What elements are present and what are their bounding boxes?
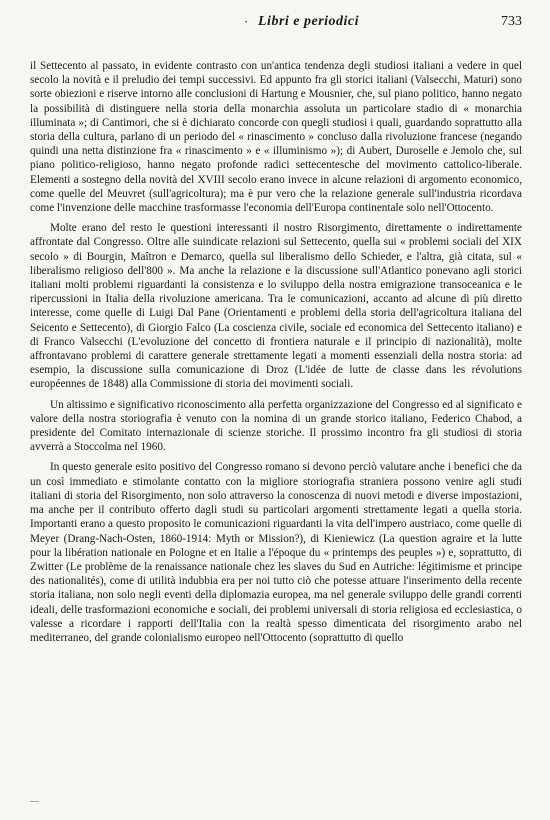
running-head xyxy=(30,14,522,34)
page-number: 733 xyxy=(501,14,522,29)
header-mark: · xyxy=(244,14,249,29)
section-title: Libri e periodici xyxy=(258,14,360,29)
paragraph: In questo generale esito positivo del Congresso romano si devono perciò valutare anche i benefici che da un così immediato e stimolante contatto con la migliore storiografia straniera possono venire agli studi italiani di storia del Risorgimento, non solo attraverso la conoscenza di nuovi metodi e diverse impostazioni, ma anche per il contributo offerto dagli studi su particolari argomenti strettamente legati a quella storia. Importanti erano a questo proposito le comunicazioni riguardanti la vita dell'impero austriaco, come quelle di Meyer (Drang-Nach-Osten, 1860-1914: Myth or Mission?), di Kieniewicz (La question agraire et la lutte pour la libération nationale en Pologne et en Italie a l'époque du « printemps des peuples ») e, soprattutto, di Zwitter (Le problème de la renaissance nationale chez les slaves du Sud en Autriche: légitimisme et principe des nationalités), come di utilità indubbia era per noi tutto ciò che potesse attuare l'inserimento della recente storia italiana, non solo negli eventi della diplomazia europea, ma nel generale sviluppo delle grandi correnti ideali, delle trasformazioni economiche e sociali, dei problemi universali di storia religiosa ed ecclesiastica, o valesse a ricordare i rapporti dell'Italia con la realtà spesso dimenticata del risorgimento arabo nel mediterraneo, del grande colonialismo europeo nell'Ottocento (soprattutto di quello xyxy=(30,461,522,644)
paragraph: Un altissimo e significativo riconoscimento alla perfetta organizzazione del Congresso ed al significato e valore della nostra storiografia è venuto con la nomina di un grande storico italiano, Federico Chabod, a presidente del Comitato internazionale di scienze storiche. Il prossimo incontro fra gli studiosi di storia avverrà a Stoccolma nel 1960. xyxy=(30,398,522,454)
paragraph: Molte erano del resto le questioni interessanti il nostro Risorgimento, direttamente o indirettamente affrontate dal Congresso. Oltre alle suindicate relazioni sul Settecento, quella sui « problemi sociali del XIX secolo » di Bourgin, Maîtron e Demarco, quella sul liberalismo dello Schieder, e l'altra, già citata, sul « liberalismo religioso dell'800 ». Ma anche la relazione e la discussione sull'Atlantico ponevano agli storici italiani molti problemi riguardanti la consistenza e lo sviluppo della nostra emigrazione transoceanica e le ripercussioni in Italia della rivoluzione americana. Tra le comunicazioni, accanto ad alcune di più diretto interesse, come quelle di Luigi Dal Pane (Orientamenti e problemi della storia dell'agricoltura italiana del Seicento e Settecento), di Giorgio Falco (La coscienza civile, sociale ed economica del Settecento italiano) e di Franco Valsecchi (L'evoluzione del concetto di frontiera naturale e il principio di nazionalità), molte affrontavano problemi di carattere generale strettamente legati a momenti essenziali della nostra storia: ad esempio, la discussione sulla comunicazione di Droz (L'idée de lutte de classe dans les révolutions européennes de 1848) alla Commissione di storia dei movimenti sociali. xyxy=(30,222,522,391)
footer-mark: — xyxy=(30,796,39,806)
paragraph: il Settecento al passato, in evidente contrasto con un'antica tendenza degli studiosi italiani a vedere in quel secolo la novità e il preludio dei tempi successivi. Ed appunto fra gli storici italiani (Valsecchi, Maturi) sono sorte obiezioni e riserve intorno alle conclusioni di Hartung e Mousnier, che, sul piano politico, hanno negato la possibilità di distinguere nella storia della monarchia assoluta un particolare stadio di « monarchia illuminata »; di Cantimori, che si è dichiarato concorde con quegli studiosi i quali, guardando soprattutto alla storia della cultura, parlano di un periodo del « rinascimento » concluso dalla rivoluzione francese (negando quindi una netta distinzione fra « rinascimento » e « illuminismo »); di Aubert, Duroselle e Jemolo che, sul piano politico-religioso, hanno negato profonde radici settecentesche del movimento cattolico-liberale. Elementi a sostegno della novità del XVIII secolo erano invece in alcune relazioni di argomento economico, come quelle del Meuvret (sull'agricoltura); ma è pur vero che la relazione generale sull'industria ricordava come l'invenzione delle macchine trasformasse l'economia dell'Europa continentale solo nell'Ottocento. xyxy=(30,60,522,215)
article-body xyxy=(30,59,522,645)
